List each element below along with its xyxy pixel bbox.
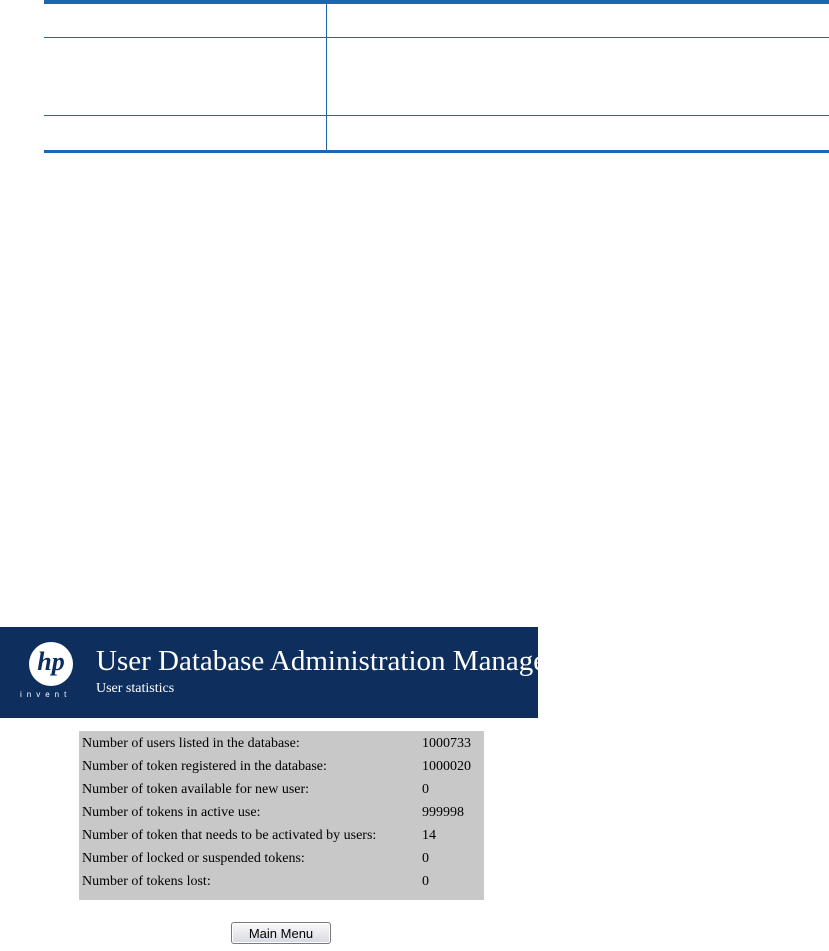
document-table-cell [327,116,829,152]
page-subtitle: User statistics [96,681,175,696]
document-table-cell [327,2,829,38]
stat-row [82,802,482,825]
hp-logo [20,642,80,700]
stat-value: 0 [422,782,429,797]
document-table-cell [44,2,327,38]
stat-row [82,848,482,871]
page-title: User Database Administration Manager [96,645,556,677]
stat-label: Number of token registered in the database: [82,759,327,774]
stat-row [82,871,482,894]
document-table-row [44,116,829,152]
stat-value: 1000020 [422,759,471,774]
stat-label: Number of locked or suspended tokens: [82,851,305,866]
stat-value: 1000733 [422,736,471,751]
document-table-cell [44,38,327,116]
stat-value: 0 [422,851,429,866]
stat-value: 0 [422,874,429,889]
hp-logo-tagline: invent [20,690,72,699]
stat-row [82,779,482,802]
main-menu-button[interactable]: Main Menu [231,922,331,944]
stat-row [82,733,482,756]
stat-value: 14 [422,828,436,843]
stat-value: 999998 [422,805,464,820]
document-table-cell [44,116,327,152]
stat-row [82,756,482,779]
stat-label: Number of token available for new user: [82,782,310,797]
user-statistics-table [79,731,484,900]
app-header-banner [0,627,556,718]
document-table [44,0,829,153]
stat-label: Number of tokens lost: [82,874,211,889]
hp-logo-text: hp [37,647,65,676]
stat-label: Number of users listed in the database: [82,736,300,751]
document-table-cell [327,38,829,116]
stat-label: Number of tokens in active use: [82,805,261,820]
document-table-row [44,38,829,116]
stat-label: Number of token that needs to be activated by users: [82,828,377,843]
document-table-row [44,2,829,38]
stat-row [82,825,482,848]
